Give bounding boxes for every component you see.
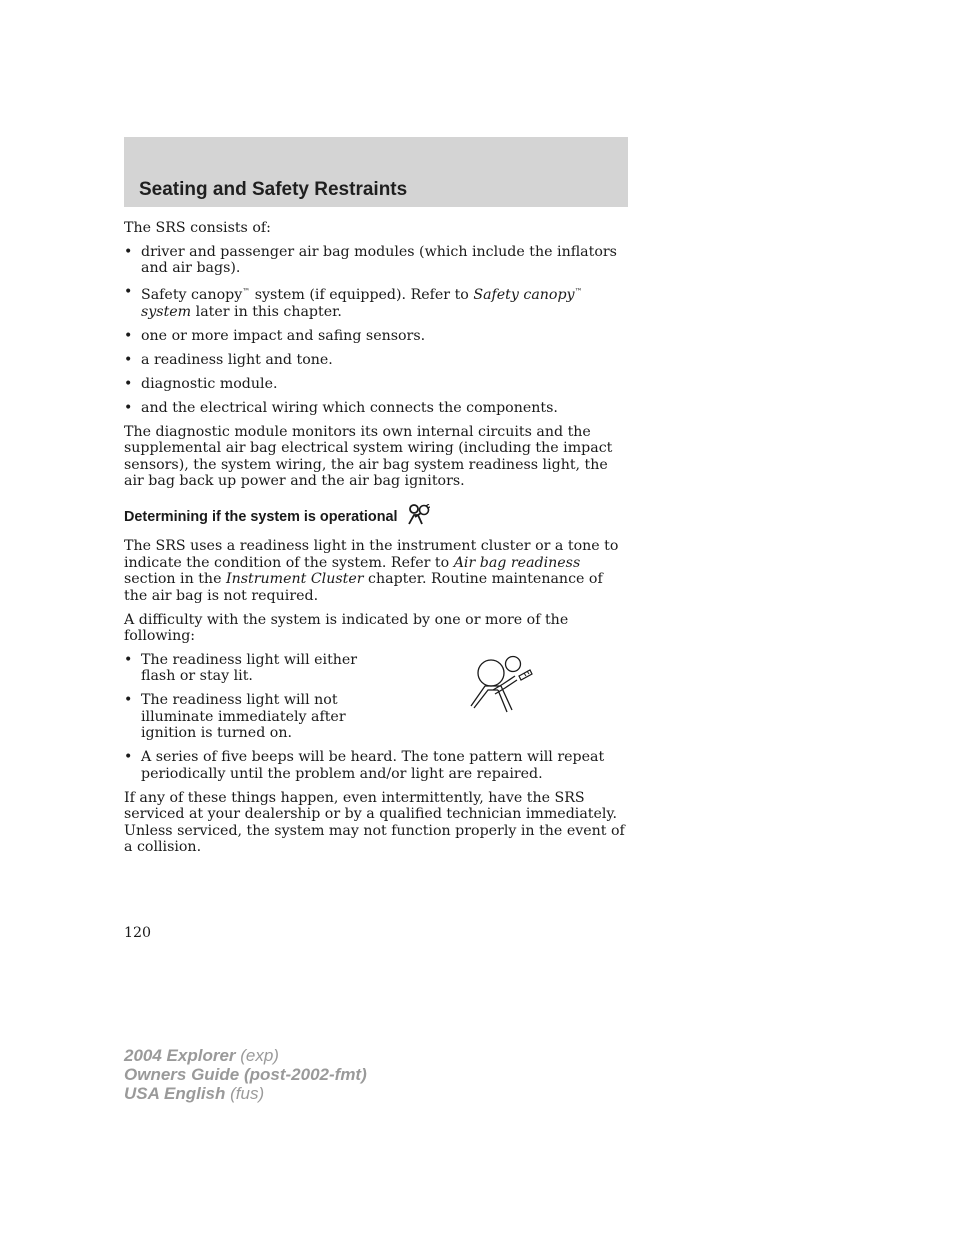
- indicator-block: [124, 652, 630, 742]
- list-item: • one or more impact and safing sensors.: [124, 328, 630, 344]
- tone-list: [124, 749, 630, 782]
- document-footer: [124, 1046, 367, 1103]
- difficulty-paragraph: A difficulty with the system is indicated by one or more of the following:: [124, 611, 569, 645]
- diagnostic-paragraph: The diagnostic module monitors its own internal circuits and the supplemental air bag electrical system wiring (including the impact sensors), the system wiring, the air bag system readiness light, the air bag back up power and the air bag ignitors.: [124, 423, 613, 490]
- section-header-band: [124, 137, 628, 207]
- service-paragraph: If any of these things happen, even intermittently, have the SRS serviced at your dealership or by a qualified technician immediately. Unless serviced, the system may not function properly in the event of a collision.: [124, 789, 625, 855]
- cross-reference: Instrument Cluster: [225, 571, 364, 588]
- list-item: • and the electrical wiring which connects the components.: [124, 400, 630, 416]
- list-item: • a readiness light and tone.: [124, 352, 630, 368]
- page-content: [124, 220, 630, 863]
- list-item: • The readiness light will not illuminate immediately after ignition is turned on.: [124, 692, 364, 741]
- indicator-list: [124, 652, 364, 742]
- list-item: • Safety canopy™ system (if equipped). Refer to Safety canopy™ system later in this chapter.: [124, 284, 630, 320]
- cross-reference: Safety canopy™ system: [141, 287, 583, 320]
- intro-text: The SRS consists of:: [124, 220, 271, 236]
- list-item: • The readiness light will either flash or stay lit.: [124, 652, 364, 685]
- footer-line: Owners Guide (post-2002-fmt): [124, 1065, 367, 1084]
- list-item: • driver and passenger air bag modules (which include the inflators and air bags).: [124, 244, 630, 277]
- list-item: • A series of five beeps will be heard. The tone pattern will repeat periodically until the problem and/or light are repaired.: [124, 749, 630, 782]
- readiness-paragraph: The SRS uses a readiness light in the instrument cluster or a tone to indicate the condition of the system. Refer to Air bag readiness section in the Instrument Cluster chapter. Routine maintenance of the air bag is not required.: [124, 538, 619, 604]
- page-number: 120: [124, 925, 152, 941]
- footer-line: USA English (fus): [124, 1084, 265, 1103]
- subsection-heading: Determining if the system is operational: [124, 504, 630, 531]
- section-title: Seating and Safety Restraints: [139, 179, 408, 200]
- components-list: [124, 244, 630, 416]
- airbag-readiness-icon: [468, 654, 538, 720]
- cross-reference: Air bag readiness: [453, 554, 581, 571]
- trademark-mark: ™: [242, 287, 251, 297]
- airbag-warning-icon: [406, 504, 430, 531]
- list-item: • diagnostic module.: [124, 376, 630, 392]
- footer-line: 2004 Explorer (exp): [124, 1046, 279, 1065]
